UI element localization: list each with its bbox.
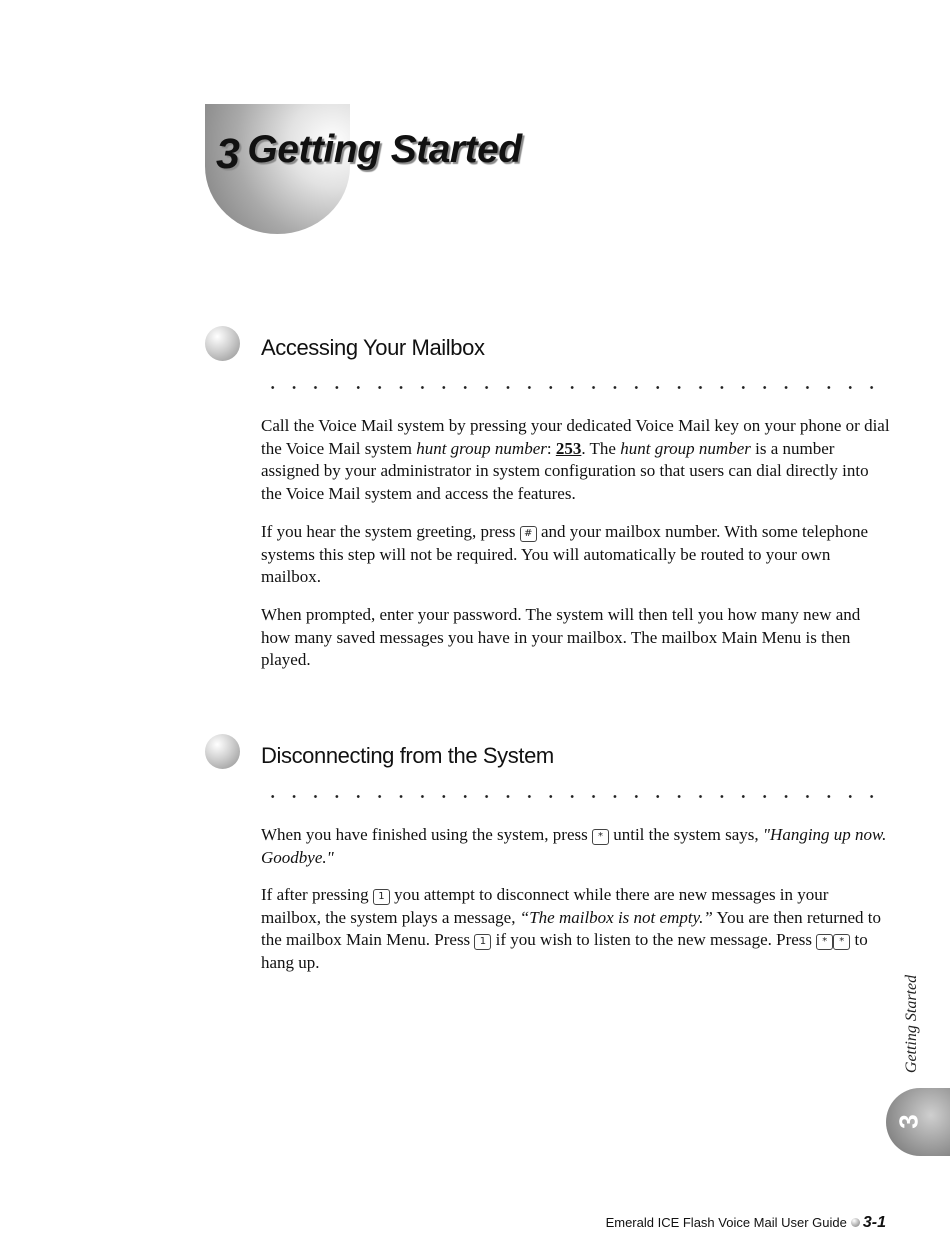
section-bullet-icon xyxy=(205,326,240,361)
side-tab-label-text: Getting Started xyxy=(903,974,920,1074)
one-key-icon: 1 xyxy=(373,889,390,905)
section-title-accessing: Accessing Your Mailbox xyxy=(261,335,485,360)
star-key-icon: * xyxy=(816,934,833,950)
text-span: until the system says, xyxy=(608,825,763,844)
one-key-icon: 1 xyxy=(474,934,491,950)
text-span: and your mailbox number. With some telephone systems this step will not be required. You will automatically be routed to your own mailbox. xyxy=(261,522,869,586)
dotted-divider xyxy=(262,386,878,389)
quoted-prompt: “The mailbox is not empty.” xyxy=(519,907,713,927)
side-tab-number: 3 xyxy=(893,1114,924,1129)
dotted-divider xyxy=(262,795,878,798)
text-span: When you have finished using the system, press xyxy=(261,825,592,844)
section-bullet-icon xyxy=(205,734,240,769)
paragraph-disconnecting-1 xyxy=(261,824,891,869)
chapter-title xyxy=(216,124,522,178)
quoted-prompt: "Hanging up now. Goodbye." xyxy=(261,825,887,867)
text-span: Call the Voice Mail system by pressing your dedicated Voice Mail key on your phone or dial the Voice Mail system xyxy=(261,416,890,458)
text-span: . The xyxy=(581,438,621,458)
footer-guide-title: Emerald ICE Flash Voice Mail User Guide xyxy=(605,1215,847,1230)
term-hunt-group-number: hunt group number xyxy=(416,438,547,458)
text-span: You are then returned to the mailbox Main Menu. Press xyxy=(261,907,881,949)
hunt-group-number-value: 253 xyxy=(555,438,582,458)
text-span: you attempt to disconnect while there are new messages in your mailbox, the system plays a message, xyxy=(261,885,829,927)
chapter-number: 3 xyxy=(216,130,240,178)
paragraph-accessing-3: When prompted, enter your password. The system will then tell you how many new and how many saved messages you have in your mailbox. The mailbox Main Menu is then played. xyxy=(261,605,861,669)
text-span: If you hear the system greeting, press xyxy=(261,522,520,541)
text-span: If after pressing xyxy=(261,885,373,904)
paragraph-accessing-1 xyxy=(261,415,891,505)
text-span: is a number assigned by your administrator in system configuration so that users can dial directly into the Voice Mail system and access the features. xyxy=(261,438,869,503)
paragraph-accessing-2 xyxy=(261,521,891,589)
star-key-icon: * xyxy=(592,829,609,845)
paragraph-disconnecting-2 xyxy=(261,884,891,974)
text-span: if you wish to listen to the new message. Press xyxy=(491,930,817,949)
page-footer xyxy=(606,1214,886,1232)
text-span: to hang up. xyxy=(261,930,868,972)
side-chapter-tab xyxy=(886,1088,950,1156)
term-hunt-group-number: hunt group number xyxy=(620,438,751,458)
text-span: : xyxy=(546,438,556,458)
hash-key-icon: # xyxy=(520,526,537,542)
chapter-title-text: Getting Started xyxy=(247,128,522,171)
footer-bullet-icon xyxy=(851,1218,860,1227)
star-key-icon: * xyxy=(833,934,850,950)
section-title-disconnecting: Disconnecting from the System xyxy=(261,743,554,768)
page-number: 3-1 xyxy=(862,1214,886,1231)
